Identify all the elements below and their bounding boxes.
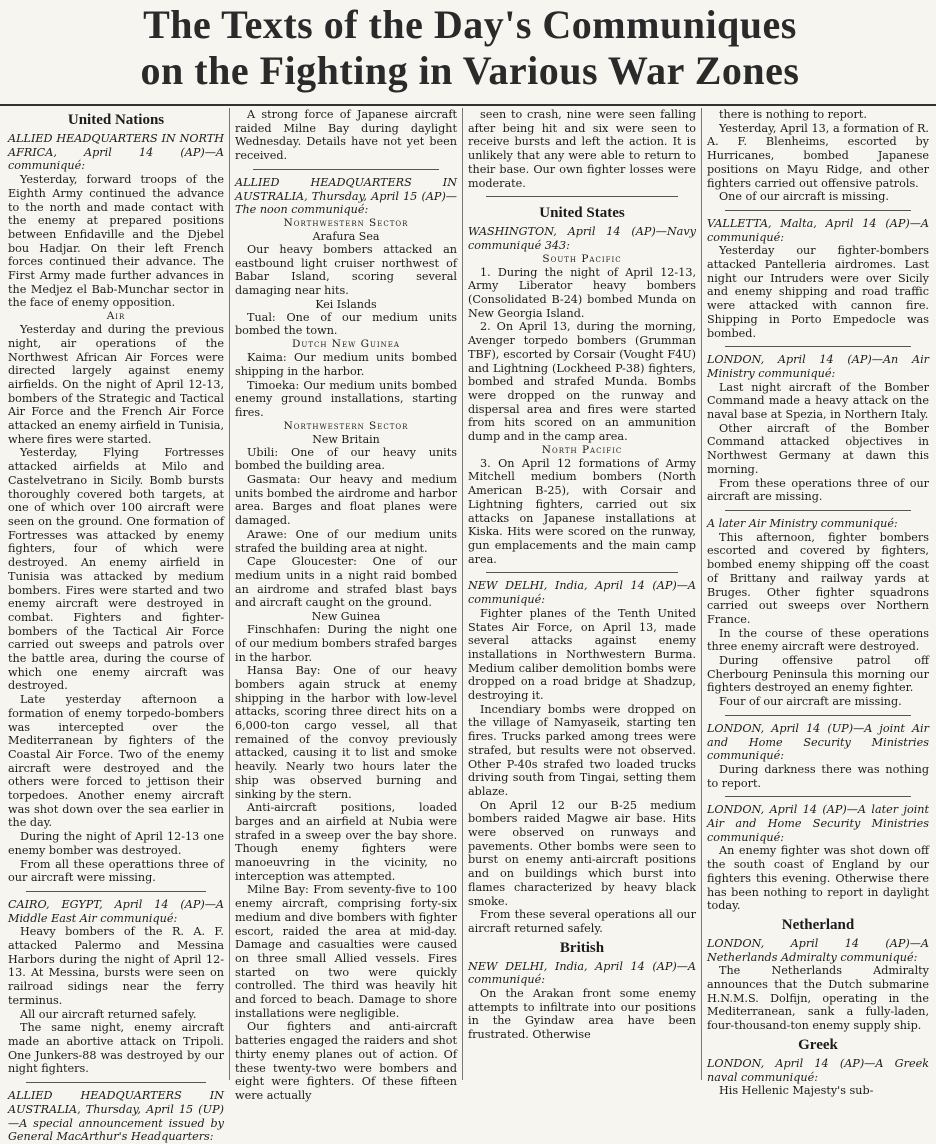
separator [26, 891, 206, 892]
subheading: Arafura Sea [312, 229, 380, 243]
dateline: LONDON, April 14 (UP)—A joint Air and Home Security Ministries communiqué: [707, 721, 929, 763]
paragraph: Gasmata: Our heavy and medium units bombed the airdrome and harbor area. Barges and float planes were damaged. [235, 473, 457, 528]
paragraph: Arawe: One of our medium units strafed the building area at night. [235, 527, 457, 555]
dateline: LONDON, April 14 (AP)—A later joint Air and Home Security Ministries communiqué: [707, 803, 929, 844]
column-divider [229, 108, 230, 1080]
dateline: NEW DELHI, India, April 14 (AP)—A communiqué: [468, 579, 696, 607]
separator [725, 210, 911, 211]
separator [725, 715, 911, 716]
separator [725, 346, 911, 347]
paragraph: Yesterday and during the previous night, air operations of the Northwest African Air Forces were directed largely against enemy airfields. On the night of April 12-13, bombers of the Strategic and Tactical Air Force and the French Air Force attacked an enemy airfield in Tunisia, where fires were started. [8, 323, 224, 446]
column-2 [235, 108, 457, 1102]
paragraph: An enemy fighter was shot down off the south coast of England by our fighters this evening. Otherwise there has been nothing to report in daylight today. [707, 844, 929, 913]
separator [486, 572, 678, 573]
dateline: LONDON, April 14 (AP)—An Air Ministry communiqué: [707, 353, 929, 380]
paragraph: During darkness there was nothing to report. [707, 762, 929, 790]
paragraph: Our heavy bombers attacked an eastbound light cruiser northwest of Babar Island, scoring several damaging near hits. [235, 242, 457, 298]
paragraph: Fighter planes of the Tenth United States Air Force, on April 13, made several attacks against enemy installations in Northwestern Burma. Medium caliber demolition bombs were dropped on a road bridge at Shadzup, destroying it. [468, 606, 696, 703]
column-1 [8, 108, 224, 1144]
dateline: NEW DELHI, India, April 14 (AP)—A communiqué: [468, 959, 696, 987]
paragraph: Tual: One of our medium units bombed the town. [235, 310, 457, 338]
paragraph: Ubili: One of our heavy units bombed the building area. [235, 445, 457, 473]
paragraph: 1. During the night of April 12-13, Army Liberator heavy bombers (Consolidated B-24) bombed Munda on New Georgia Island. [468, 265, 696, 320]
headline [60, 2, 880, 94]
paragraph: seen to crash, nine were seen falling after being hit and six were seen to receive bursts and left the action. It is unlikely that any were able to return to their base. Our own fighter losses were moderate. [468, 108, 696, 190]
dateline: ALLIED HEADQUARTERS IN NORTH AFRICA, April 14 (AP)—A communiqué: [8, 132, 224, 173]
paragraph: The Netherlands Admiralty announces that the Dutch submarine H.N.M.S. Dolfijn, operating in the Mediterranean, sank a fully-laden, four-thousand-ton enemy supply ship. [707, 964, 929, 1033]
paragraph: Late yesterday afternoon a formation of enemy torpedo-bombers was intercepted over the Mediterranean by fighters of the Coastal Air Force. Two of the enemy aircraft were destroyed and the others were forced to jettison their torpedoes. Another enemy aircraft was shot down over the sea earlier in the day. [8, 693, 224, 830]
paragraph: In the course of these operations three enemy aircraft were destroyed. [707, 626, 929, 654]
paragraph: Timoeka: Our medium units bombed enemy ground installations, starting fires. [235, 378, 457, 419]
paragraph: Yesterday, Flying Fortresses attacked airfields at Milo and Castelvetrano in Sicily. Bomb bursts thoroughly covered both targets, at one of which over 100 aircraft were seen on the ground. One formation of Fortresses was attacked by enemy fighters, four of which were destroyed. An enemy airfield in Tunisia was attacked by medium bombers. Fires were started and two enemy aircraft were destroyed in combat. Fighters and fighter-bombers of the Tactical Air Force carried out sweeps and patrols over the battle area, during the course of which one enemy aircraft was destroyed. [8, 446, 224, 693]
sector-heading: Northwestern Sector [283, 419, 409, 432]
dateline: LONDON, April 14 (AP)—A Netherlands Admiralty communiqué: [707, 936, 929, 964]
paragraph: Cape Gloucester: One of our medium units in a night raid bombed an airdrome and strafed blast bays and aircraft caught on the ground. [235, 555, 457, 610]
sector-heading: Dutch New Guinea [292, 338, 400, 351]
paragraph: The same night, enemy aircraft made an abortive attack on Tripoli. One Junkers-88 was destroyed by our night fighters. [8, 1021, 224, 1076]
section-heading: Netherland [781, 916, 855, 933]
dateline: VALLETTA, Malta, April 14 (AP)—A communiqué: [707, 216, 929, 244]
paragraph: Other aircraft of the Bomber Command attacked objectives in Northwest Germany at dawn this morning. [707, 421, 929, 476]
paragraph: From these several operations all our aircraft returned safely. [468, 908, 696, 935]
dateline: CAIRO, EGYPT, April 14 (AP)—A Middle East Air communiqué: [8, 897, 224, 925]
subheading: New Guinea [311, 610, 381, 624]
headline-line-1: The Texts of the Day's Communiques [143, 2, 797, 47]
paragraph: On the Arakan front some enemy attempts to infiltrate into our positions in the Gyindaw area have been frustrated. Otherwise [468, 987, 696, 1042]
paragraph: His Hellenic Majesty's sub- [719, 1084, 874, 1098]
column-divider [701, 108, 702, 1080]
paragraph: This afternoon, fighter bombers escorted and covered by fighters, bombed enemy shipping off the coast of Brittany and railway yards at Bruges. Other fighter squadrons carried out sweeps over Northern France. [707, 530, 929, 626]
dateline: LONDON, April 14 (AP)—A Greek naval communiqué: [707, 1056, 929, 1084]
dateline: A later Air Ministry communiqué: [707, 516, 898, 530]
section-heading: British [559, 939, 605, 956]
dateline: ALLIED HEADQUARTERS IN AUSTRALIA, Thursday, April 15 (AP)—The noon communiqué: [235, 175, 457, 217]
sector-heading: Air [106, 310, 126, 323]
paragraph: Anti-aircraft positions, loaded barges and an airfield at Nubia were strafed in a sweep over the bay shore. Though enemy fighters were manoeuvring in the vicinity, no interception was attempted. [235, 801, 457, 883]
paragraph: 2. On April 13, during the morning, Avenger torpedo bombers (Grumman TBF), escorted by Corsair (Vought F4U) and Lightning (Lockheed P-38) fighters, bombed and strafed Munda. Bombs were dropped on the runway and dispersal area and fires were started from hits scored on an ammunition dump and in the camp area. [468, 320, 696, 444]
separator [725, 796, 911, 797]
subheading: New Britain [312, 432, 380, 446]
paragraph: Hansa Bay: One of our heavy bombers again struck at enemy shipping in the harbor with low-level attacks, scoring three direct hits on a 6,000-ton cargo vessel, all that remained of the convoy previously attacked, causing it to list and smoke heavily. Nearly two hours later the ship was observed burning and sinking by the stern. [235, 664, 457, 801]
section-heading: Greek [798, 1036, 838, 1053]
paragraph: One of our aircraft is missing. [719, 190, 889, 204]
column-3 [468, 108, 696, 1080]
separator [253, 169, 439, 170]
paragraph: there is nothing to report. [719, 108, 867, 121]
dateline: ALLIED HEADQUARTERS IN AUSTRALIA, Thursday, April 15 (UP)—A special announcement issued by General MacArthur's Headquarters: [8, 1089, 224, 1144]
paragraph: Kaima: Our medium units bombed shipping in the harbor. [235, 351, 457, 378]
paragraph: On April 12 our B-25 medium bombers raided Magwe air base. Hits were observed on runways and pavements. Other bombs were seen to burst on enemy anti-aircraft positions and on buildings which burst into flames characterized by heavy black smoke. [468, 798, 696, 908]
paragraph: Incendiary bombs were dropped on the village of Namyaseik, starting ten fires. Trucks parked among trees were strafed, but results were not observed. Other P-40s strafed two loaded trucks driving south from Tingai, setting them ablaze. [468, 702, 696, 798]
paragraph: During the night of April 12-13 one enemy bomber was destroyed. [8, 830, 224, 857]
dateline: WASHINGTON, April 14 (AP)—Navy communiqué 343: [468, 225, 696, 252]
paragraph: Yesterday, April 13, a formation of R. A. F. Blenheims, escorted by Hurricanes, bombed Japanese positions on Mayu Ridge, and other fighters carried out offensive patrols. [707, 121, 929, 190]
headline-rule [0, 104, 936, 106]
sector-heading: Northwestern Sector [283, 216, 409, 229]
paragraph: Yesterday our fighter-bombers attacked Pantelleria airdromes. Last night our Intruders were over Sicily and enemy shipping and road traffic were attacked with cannon fire. Shipping in Porto Empedocle was bombed. [707, 244, 929, 340]
paragraph: During offensive patrol off Cherbourg Peninsula this morning our fighters destroyed an enemy fighter. [707, 654, 929, 695]
separator [26, 1082, 206, 1083]
column-divider [462, 108, 463, 1080]
separator [725, 510, 911, 511]
headline-line-2: on the Fighting in Various War Zones [140, 48, 800, 93]
paragraph: Last night aircraft of the Bomber Command made a heavy attack on the naval base at Spezia, in Northern Italy. [707, 380, 929, 422]
paragraph: Our fighters and anti-aircraft batteries engaged the raiders and shot thirty enemy planes out of action. Of these twenty-two were bombers and eight were fighters. Of these fifteen were actually [235, 1020, 457, 1102]
paragraph: 3. On April 12 formations of Army Mitchell medium bombers (North American B-25), with Corsair and Lightning fighters, carried out six attacks on Japanese installations at Kiska. Hits were scored on the runway, gun emplacements and the main camp area. [468, 456, 696, 566]
section-heading: United States [539, 205, 625, 222]
paragraph: From all these operattions three of our aircraft were missing. [8, 857, 224, 885]
paragraph: A strong force of Japanese aircraft raided Milne Bay during daylight Wednesday. Details have not yet been received. [235, 108, 457, 163]
section-heading: United Nations [67, 112, 165, 128]
paragraph: Milne Bay: From seventy-five to 100 enemy aircraft, comprising forty-six medium and dive bombers with fighter escort, raided the area at mid-day. Damage and casualties were caused on three small Allied vessels. Fires started on two were quickly controlled. The third was heavily hit and forced to beach. Damage to shore installations were negligible. [235, 883, 457, 1020]
paragraph: Finschhafen: During the night one of our medium bombers strafed barges in the harbor. [235, 623, 457, 664]
paragraph: Heavy bombers of the R. A. F. attacked Palermo and Messina Harbors during the night of April 12-13. At Messina, bursts were seen on railroad sidings near the ferry terminus. [8, 925, 224, 1007]
paragraph: From these operations three of our aircraft are missing. [707, 476, 929, 504]
subheading: Kei Islands [315, 297, 377, 311]
separator [486, 196, 678, 197]
sector-heading: South Pacific [542, 252, 622, 265]
paragraph: Four of our aircraft are missing. [719, 695, 902, 709]
paragraph: All our aircraft returned safely. [20, 1007, 197, 1021]
column-4 [707, 108, 929, 1098]
sector-heading: North Pacific [541, 443, 623, 456]
paragraph: Yesterday, forward troops of the Eighth Army continued the advance to the north and made contact with the enemy at prepared positions between Enfidaville and the Djebel bou Hadjar. On their left French forces continued their advance. The First Army made further advances in the Medjez el Bab-Munchar sector in the face of enemy opposition. [8, 173, 224, 310]
